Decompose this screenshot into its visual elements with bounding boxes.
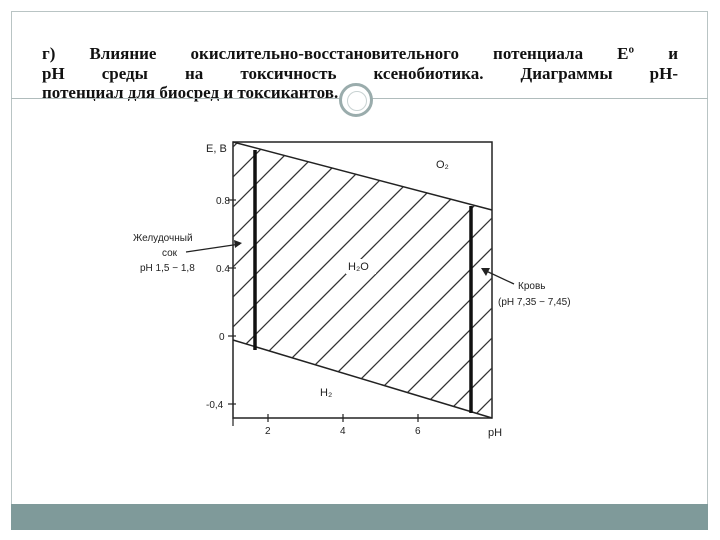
svg-text:Кровь: Кровь — [518, 281, 546, 292]
y-tick-label: 0.8 — [216, 196, 230, 207]
y-tick-label: 0.4 — [216, 264, 230, 275]
svg-text:H₂: H₂ — [320, 387, 333, 399]
x-tick-label: 6 — [415, 426, 421, 437]
y-tick-label: -0,4 — [206, 400, 224, 411]
svg-text:pH 1,5 − 1,8: pH 1,5 − 1,8 — [140, 263, 195, 274]
svg-text:Желудочный: Желудочный — [133, 233, 193, 244]
region-label-o2 — [433, 156, 455, 172]
svg-text:O₂: O₂ — [436, 159, 449, 171]
annotation-blood — [481, 268, 571, 308]
region-label-h2o — [346, 259, 376, 274]
y-axis-label: E, B — [206, 143, 227, 155]
svg-text:сок: сок — [162, 248, 178, 259]
title-line-2: рН среды на токсичность ксенобиотика. Диаграммы рН- — [42, 63, 678, 83]
svg-text:(pH 7,35 − 7,45): (pH 7,35 − 7,45) — [498, 297, 571, 308]
y-tick-label: 0 — [219, 332, 225, 343]
svg-text:H₂O: H₂O — [348, 261, 369, 273]
x-axis-label: pH — [488, 427, 503, 439]
x-tick-label: 4 — [340, 426, 346, 437]
region-label-h2 — [320, 387, 332, 399]
o2-boundary-line — [233, 142, 492, 210]
h2-boundary-line — [233, 340, 492, 418]
arrow-head-icon — [234, 240, 242, 248]
x-tick-label: 2 — [265, 426, 271, 437]
title-line-1: г) Влияние окислительно-восстановительного потенциала Eº и — [42, 44, 678, 63]
title-line-3: потенциал для биосред и токсикантов. — [42, 83, 339, 102]
